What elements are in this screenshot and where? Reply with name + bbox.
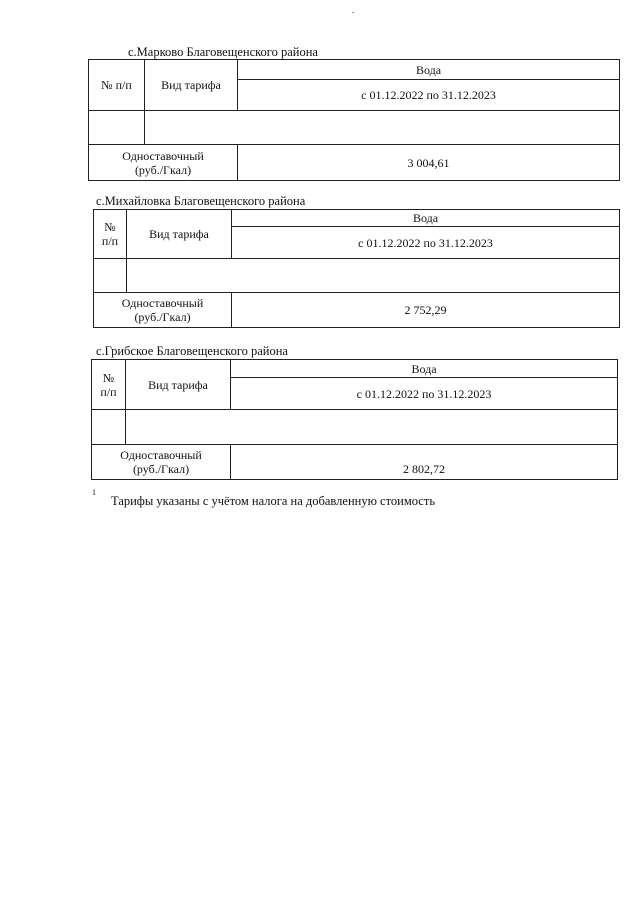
table-2-header-period: с 01.12.2022 по 31.12.2023 [358, 235, 493, 250]
table-1-header-period: с 01.12.2022 по 31.12.2023 [361, 88, 496, 102]
table-3-header-tariff-type: Вид тарифа [148, 377, 208, 392]
table-1-tariff-value: 3 004,61 [407, 155, 450, 170]
table-2-header-tariff-type: Вид тарифа [149, 227, 209, 241]
table-3-tariff-value: 2 802,72 [403, 461, 445, 476]
table-2-header-number: № п/п [101, 220, 119, 248]
table-2-tariff-value: 2 752,29 [404, 303, 447, 317]
footnote-text: Тарифы указаны с учётом налога на добавленную стоимость [111, 494, 436, 508]
table-2-caption: с.Михайловка Благовещенского района [96, 194, 306, 208]
table-3-caption: с.Грибское Благовещенского района [96, 344, 288, 358]
table-1-caption: с.Марково Благовещенского района [128, 45, 318, 59]
table-1-header-tariff-type: Вид тарифа [161, 78, 221, 92]
table-2-header-resource: Вода [412, 211, 439, 225]
table-3-row-label: Одноставочный (руб./Гкал) [120, 448, 202, 476]
table-1-header-number: № п/п [101, 78, 132, 92]
table-3-header-period: с 01.12.2022 по 31.12.2023 [356, 386, 492, 401]
footnote-marker: 1 [92, 488, 96, 497]
table-2-row-label: Одноставочный (руб./Гкал) [121, 296, 204, 324]
table-3-header-number: № п/п [100, 370, 117, 399]
table-1-row-label: Одноставочный (руб./Гкал) [122, 148, 204, 177]
page-mark [352, 12, 354, 13]
table-3-header-resource: Вода [411, 361, 437, 376]
table-1-header-resource: Вода [415, 62, 442, 77]
